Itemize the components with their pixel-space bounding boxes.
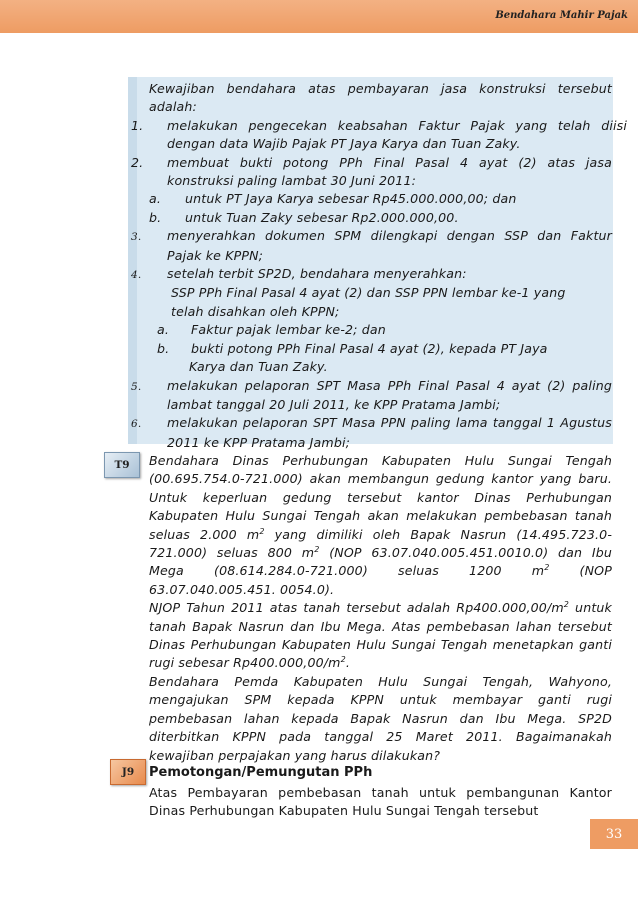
list-item-2: 2. membuat bukti potong PPh Final Pasal 4 ayat (2) atas jasa konstruksi paling lambat 30 Juni 2011:	[131, 154, 612, 189]
list-item-4b: b. bukti potong PPh Final Pasal 4 ayat (2), kepada PT Jaya Karya dan Tuan Zaky.	[157, 340, 548, 375]
list-item-2b: b. untuk Tuan Zaky sebesar Rp2.000.000,00.	[149, 209, 459, 225]
t9-badge: T9	[104, 452, 140, 478]
t9-paragraph-2: NJOP Tahun 2011 atas tanah tersebut adalah $Rp400.000,00/m^2$ untuk tanah Bapak Nasrun dan Ibu Mega. Atas pembebasan lahan tersebut Dinas Perhubungan Kabupaten Hulu Sungai Tengah menetapkan ganti rugi sebesar $Rp400.000,00/m^2$.	[149, 600, 612, 671]
j9-paragraph-1: Atas Pembayaran pembebasan tanah untuk pembangunan Kantor Dinas Perhubungan Kabupaten Hulu Sungai Tengah tersebut	[149, 785, 612, 819]
j9-answer	[149, 784, 612, 821]
list-item-2a: a. untuk PT Jaya Karya sebesar Rp45.000.000,00; dan	[149, 191, 517, 207]
list-item-4-continuation: SSP PPh Final Pasal 4 ayat (2) dan SSP PPN lembar ke-1 yang telah disahkan oleh KPPN;	[171, 285, 566, 319]
list-item-4: 4. setelah terbit SP2D, bendahara menyerahkan:	[131, 266, 467, 282]
answer-box-content	[131, 80, 627, 452]
list-item-5: 5. melakukan pelaporan SPT Masa PPh Final Pasal 4 ayat (2) paling lambat tanggal 20 Juli 2011, ke KPP Pratama Jambi;	[131, 377, 612, 412]
t9-question	[149, 452, 612, 765]
box-intro: Kewajiban bendahara atas pembayaran jasa konstruksi tersebut adalah:	[149, 81, 612, 115]
list-item-1: 1. melakukan pengecekan keabsahan Faktur Pajak yang telah diisi dengan data Wajib Pajak PT Jaya Karya dan Tuan Zaky.	[131, 117, 627, 152]
list-item-4a: a. Faktur pajak lembar ke-2; dan	[157, 322, 386, 338]
t9-paragraph-1: Bendahara Dinas Perhubungan Kabupaten Hulu Sungai Tengah (00.695.754.0-721.000) akan membangun gedung kantor yang baru. Untuk keperluan gedung tersebut kantor Dinas Perhubungan Kabupaten Hulu Sungai Tengah akan melakukan pembebasan tanah seluas 2.000 $m^2$ yang dimiliki oleh Bapak Nasrun (14.495.723.0-721.000) seluas 800 $m^2$ (NOP 63.07.040.005.451.0010.0) dan Ibu Mega (08.614.284.0-721.000) seluas 1200 $m^2$ (NOP 63.07.040.005.451. 0054.0).	[149, 453, 613, 597]
t9-paragraph-3: Bendahara Pemda Kabupaten Hulu Sungai Tengah, Wahyono, mengajukan SPM kepada KPPN untuk membayar ganti rugi pembebasan lahan kepada Bapak Nasrun dan Ibu Mega. SP2D diterbitkan KPPN pada tanggal 25 Maret 2011. Bagaimanakah kewajiban perpajakan yang harus dilakukan?	[149, 673, 612, 763]
j9-badge: J9	[110, 759, 146, 785]
list-item-6: 6. melakukan pelaporan SPT Masa PPN paling lama tanggal 1 Agustus 2011 ke KPP Pratama Jambi;	[131, 415, 612, 450]
list-item-3: 3. menyerahkan dokumen SPM dilengkapi dengan SSP dan Faktur Pajak ke KPPN;	[131, 228, 612, 263]
running-header-title: Bendahara Mahir Pajak	[495, 10, 628, 21]
j9-heading: Pemotongan/Pemungutan PPh	[149, 765, 373, 780]
page-number: 33	[590, 819, 638, 849]
